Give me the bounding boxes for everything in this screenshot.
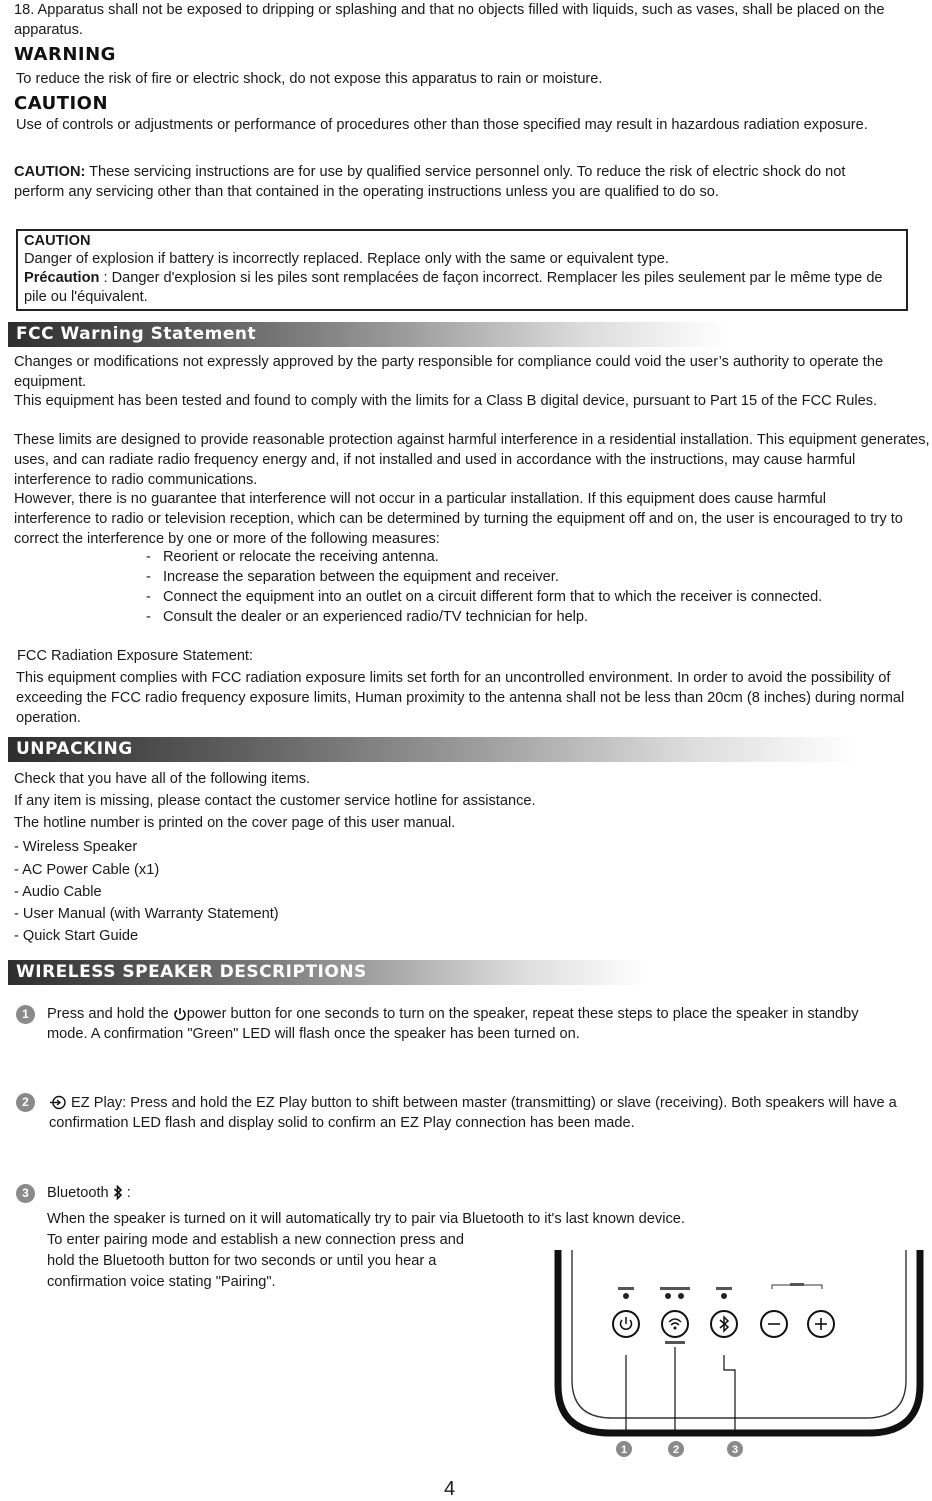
fcc-paragraph-2: This equipment has been tested and found to comply with the limits for a Class B digital device, pursuant to Part 15 of the FCC Rules. [14,393,878,409]
fcc-radiation-text: This equipment complies with FCC radiation exposure limits set forth for an uncontrolled environment. In order to avoid the possibility of exceeding the FCC radio frequency exposure limits, Human proximity to the antenna shall not be less than 20cm (8 inches) during normal operation. [16,670,905,726]
battery-caution-title: CAUTION [24,233,91,249]
servicing-caution [14,162,859,202]
callout-number: 3 [731,1444,739,1456]
battery-caution-french [24,269,904,307]
step-1-text: Press and hold the power button for one seconds to turn on the speaker, repeat these steps to place the speaker in standby mode. A confirmation "Green" LED will flash once the speaker has been turned on. [47,1006,859,1042]
list-item: - Wireless Speaker [14,839,138,855]
bluetooth-button [711,1311,737,1337]
step-3-line-2: To enter pairing mode and establish a new connection press and hold the Bluetooth button for two seconds or until you hear a confirmation voice stating "Pairing". [47,1232,464,1290]
fcc-paragraph-4: However, there is no guarantee that interference will not occur in a particular installation. If this equipment does cause harmful interference to radio or television reception, which can be determined by turning the equipment off and on, the user is encouraged to try to correct the interference by one or more of the following measures: [14,491,903,547]
unpacking-section-header [8,737,858,762]
warning-heading: WARNING [14,44,116,65]
fcc-header-label: FCC Warning Statement [16,324,257,344]
power-button [613,1311,639,1337]
ez-play-icon [49,1095,67,1110]
fcc-measures-list [146,547,886,627]
list-item: - AC Power Cable (x1) [14,862,160,878]
unpacking-items-list [14,837,279,948]
descriptions-section-header [8,960,648,985]
list-item: - User Manual (with Warranty Statement) [14,906,279,922]
step-2-marker: 2 [16,1093,35,1112]
callout-markers [616,1441,743,1457]
indicator-labels [618,1283,822,1290]
servicing-caution-text: These servicing instructions are for use by qualified service personnel only. To reduce the risk of electric shock do not perform any servicing other than that contained in the operating instructions unless you are qualified to do so. [14,164,846,200]
unpacking-header-label: UNPACKING [16,739,133,759]
callout-lines [626,1347,735,1435]
warning-text: To reduce the risk of fire or electric shock, do not expose this apparatus to rain or moisture. [16,71,603,87]
ez-play-button [662,1311,688,1344]
speaker-outline [558,1250,920,1433]
battery-caution-text: Danger of explosion if battery is incorrectly replaced. Replace only with the same or equivalent type. [24,251,669,267]
step-3-line-1: When the speaker is turned on it will automatically try to pair via Bluetooth to it's last known device. [47,1211,685,1227]
volume-up-button [808,1311,834,1337]
step-2-text: EZ Play: Press and hold the EZ Play button to shift between master (transmitting) or slave (receiving). Both speakers will have a confirmation LED flash and display solid to confirm an EZ Play connection has been made. [49,1095,897,1131]
step-3-title: Bluetooth : [47,1185,131,1201]
list-item: - Connect the equipment into an outlet on a circuit different form that to which the receiver is connected. [146,589,823,605]
descriptions-header-label: WIRELESS SPEAKER DESCRIPTIONS [16,962,367,982]
fcc-paragraph-3: These limits are designed to provide reasonable protection against harmful interference in a residential installation. This equipment generates, uses, and can radiate radio frequency energy and, if not installed and used in accordance with the instructions, may cause harmful interference to radio communications. [14,432,930,488]
bluetooth-icon [113,1185,123,1200]
volume-down-button [761,1311,787,1337]
list-item: - Consult the dealer or an experienced radio/TV technician for help. [146,609,589,625]
caution-text: Use of controls or adjustments or performance of procedures other than those specified may result in hazardous radiation exposure. [16,117,868,133]
unpacking-line-1: Check that you have all of the following items. [14,771,311,787]
speaker-inner-outline [572,1250,906,1418]
power-icon [173,1007,187,1021]
unpacking-line-2: If any item is missing, please contact the customer service hotline for assistance. [14,793,536,809]
step-1-marker: 1 [16,1005,35,1024]
speaker-top-panel-diagram [550,1245,930,1480]
item-18-text: 18. Apparatus shall not be exposed to dripping or splashing and that no objects filled with liquids, such as vases, shall be placed on the apparatus. [14,2,885,38]
list-item: - Quick Start Guide [14,928,139,944]
battery-caution-box [16,229,908,311]
caution-heading: CAUTION [14,93,109,114]
fcc-radiation-title: FCC Radiation Exposure Statement: [17,648,254,664]
fcc-paragraph-1: Changes or modifications not expressly approved by the party responsible for compliance could void the user’s authority to operate the equipment. [14,354,884,390]
led-indicators [623,1293,727,1299]
step-3-marker: 3 [16,1184,35,1203]
unpacking-line-3: The hotline number is printed on the cover page of this user manual. [14,815,456,831]
callout-number: 1 [620,1444,628,1456]
french-label: Précaution [24,270,100,286]
list-item: - Reorient or relocate the receiving antenna. [146,549,439,565]
servicing-caution-label: CAUTION: [14,164,86,180]
list-item: - Audio Cable [14,884,102,900]
list-item: - Increase the separation between the equipment and receiver. [146,569,559,585]
fcc-section-header [8,322,728,347]
page-number: 4 [444,1478,456,1500]
french-text: : Danger d'explosion si les piles sont remplacées de façon incorrect. Remplacer les piles seulement par le même type de pile ou l'équivalent. [24,270,883,305]
callout-number: 2 [672,1444,680,1456]
